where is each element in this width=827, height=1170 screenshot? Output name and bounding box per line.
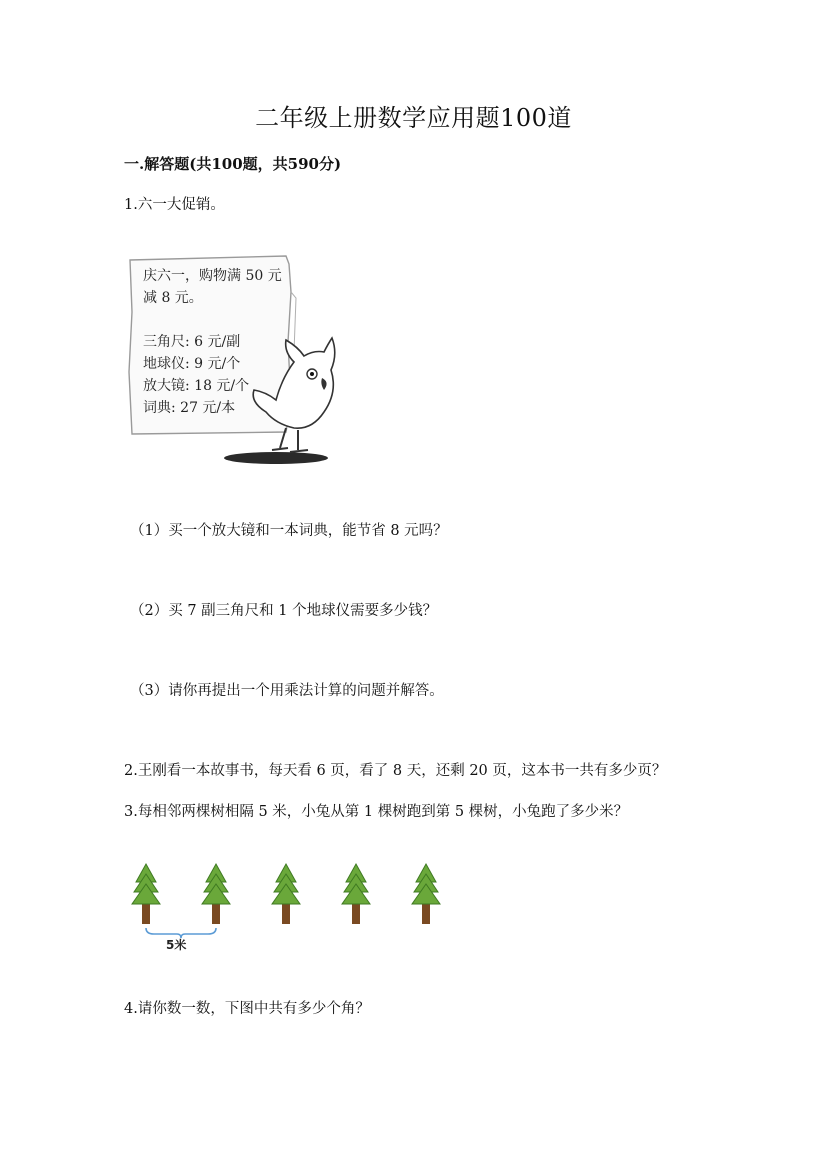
question-4: 4.请你数一数，下图中共有多少个角？ [124, 1001, 370, 1017]
poster-line-discount: 减 8 元。 [143, 290, 203, 306]
poster-line-globe: 地球仪: 9 元/个 [143, 356, 241, 372]
distance-label: 5米 [166, 938, 187, 952]
page-title: 二年级上册数学应用题100道 [255, 104, 572, 132]
tree-icon [412, 864, 440, 924]
question-1-sub-3: （3）请你再提出一个用乘法计算的问题并解答。 [130, 683, 444, 699]
poster-line-promo: 庆六一，购物满 50 元 [143, 268, 282, 284]
question-1-sub-2: （2）买 7 副三角尺和 1 个地球仪需要多少钱？ [130, 603, 438, 619]
tree-icon [342, 864, 370, 924]
tree-icon [202, 864, 230, 924]
question-2: 2.王刚看一本故事书，每天看 6 页，看了 8 天，还剩 20 页，这本书一共有多少页？ [124, 763, 667, 779]
section-heading: 一.解答题(共100题，共590分) [124, 155, 342, 173]
question-3: 3.每相邻两棵树相隔 5 米，小兔从第 1 棵树跑到第 5 棵树，小兔跑了多少米？ [124, 804, 629, 820]
tree-icon [132, 864, 160, 924]
tree-icon [272, 864, 300, 924]
poster-line-triangle-ruler: 三角尺: 6 元/副 [143, 334, 241, 350]
poster-line-dictionary: 词典: 27 元/本 [143, 400, 236, 416]
poster-text [143, 265, 282, 419]
poster-line-magnifier: 放大镜: 18 元/个 [143, 378, 250, 394]
question-1: 1.六一大促销。 [124, 197, 225, 213]
question-1-sub-1: （1）买一个放大镜和一本词典，能节省 8 元吗？ [130, 523, 448, 539]
